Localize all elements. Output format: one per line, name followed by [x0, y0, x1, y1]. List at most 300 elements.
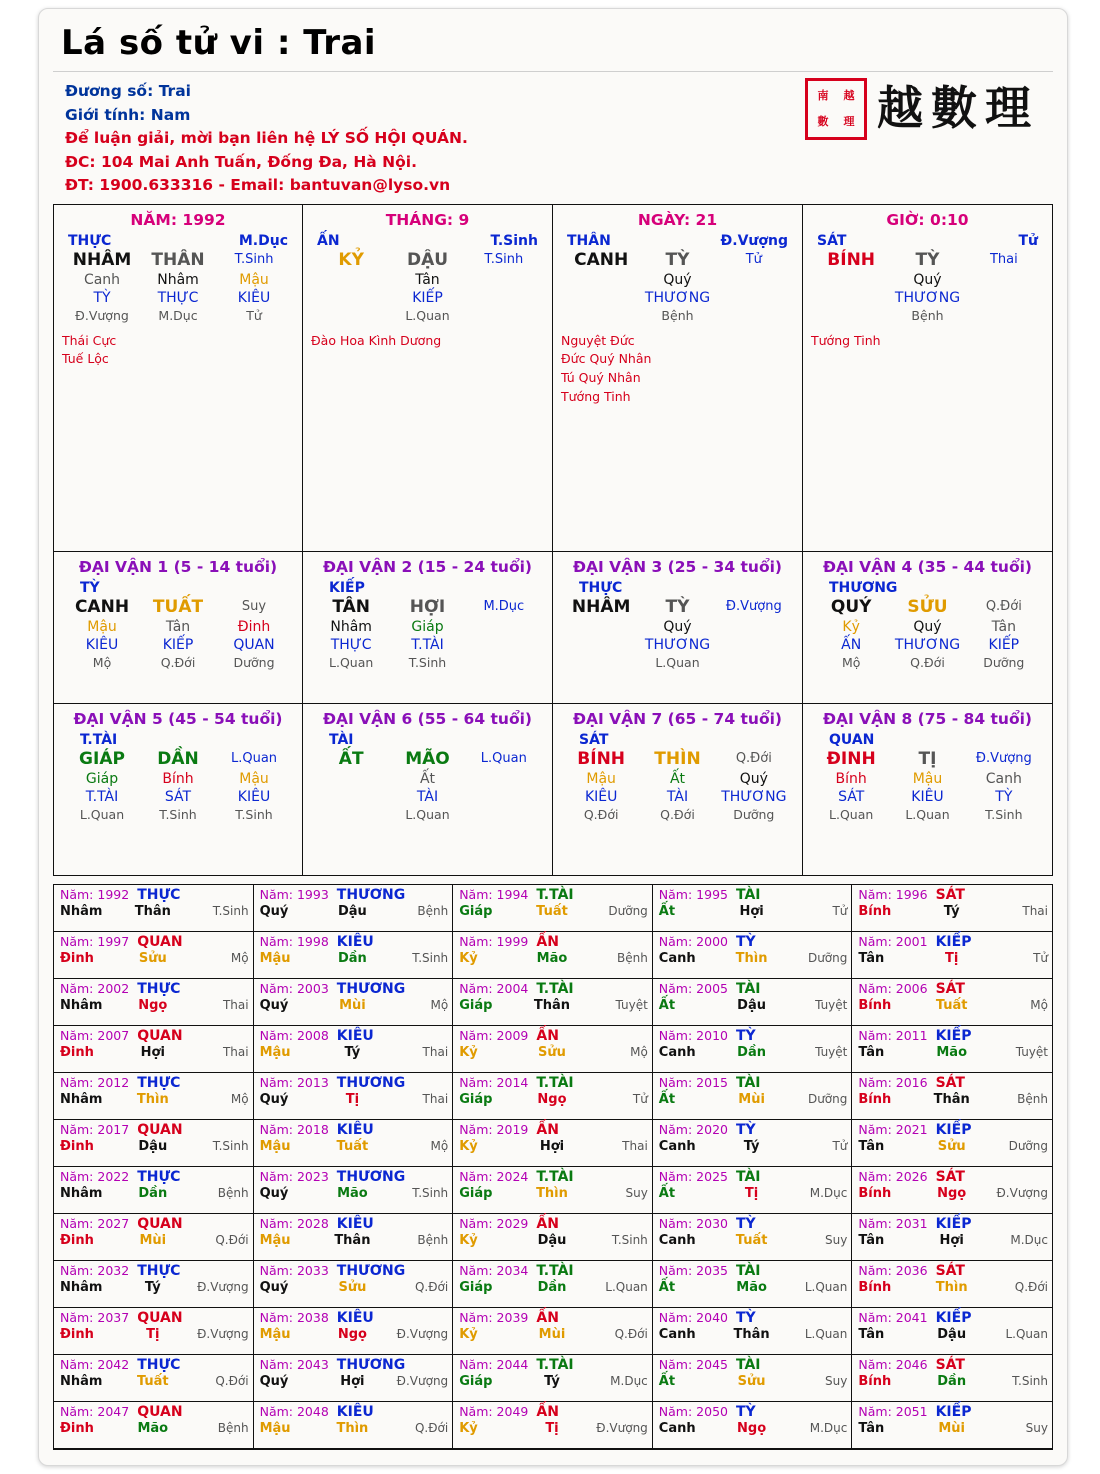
- year-branch: Thân: [933, 1091, 970, 1107]
- tag: Đức Quý Nhân: [561, 351, 652, 367]
- hidden-star: THƯƠNG: [894, 289, 961, 306]
- year-cell[interactable]: [254, 932, 454, 979]
- hidden-star: THƯƠNG: [721, 788, 787, 805]
- year-state: M.Dục: [809, 1420, 848, 1435]
- year-branch: Mùi: [538, 1326, 566, 1342]
- hidden-state: Mộ: [92, 654, 112, 670]
- year-cell[interactable]: [254, 1355, 454, 1402]
- year-branch: Dần: [537, 1279, 567, 1295]
- year-branch: Sửu: [737, 1373, 766, 1389]
- hidden-state: L.Quan: [329, 654, 374, 670]
- year-stem: Tân: [858, 1232, 885, 1248]
- dai-van-title: ĐẠI VẬN 3 (25 - 34 tuổi): [572, 557, 783, 576]
- year-star: SÁT: [935, 1356, 965, 1373]
- year-cell[interactable]: [54, 979, 254, 1026]
- dai-van-top: SÁT: [579, 731, 609, 748]
- pillar-top-left: THÂN: [567, 232, 611, 249]
- hidden-star: [466, 789, 542, 805]
- year-cell[interactable]: [852, 1308, 1052, 1355]
- year-cell[interactable]: [453, 885, 653, 932]
- year-label: Năm: 2006: [858, 980, 928, 996]
- year-state: Thai: [422, 1091, 449, 1106]
- year-branch: Tý: [544, 1373, 560, 1389]
- dai-van-3: [553, 552, 803, 704]
- hidden-state: Dưỡng: [983, 654, 1025, 670]
- hidden-state: Dưỡng: [733, 806, 775, 822]
- year-cell[interactable]: [653, 1167, 853, 1214]
- year-label: Năm: 2030: [658, 1215, 728, 1231]
- year-star: KIẾP: [935, 1027, 972, 1044]
- contact-line-2: ĐC: 104 Mai Anh Tuấn, Đống Đa, Hà Nội.: [65, 152, 417, 171]
- year-star: ẤN: [536, 1215, 559, 1232]
- dai-van-state: Đ.Vượng: [725, 599, 782, 615]
- year-star: QUAN: [137, 1215, 183, 1232]
- pillar-stem: KỶ: [338, 249, 364, 270]
- year-star: THỰC: [137, 980, 181, 997]
- year-cell[interactable]: [852, 1402, 1052, 1449]
- year-cell[interactable]: [54, 1120, 254, 1167]
- year-branch: Hợi: [340, 1373, 365, 1389]
- year-state: Thai: [422, 1044, 449, 1059]
- year-state: Tử: [832, 903, 848, 918]
- year-state: L.Quan: [605, 1279, 648, 1294]
- year-star: THỰC: [137, 886, 181, 903]
- year-label: Năm: 2022: [60, 1168, 130, 1184]
- year-stem: Canh: [658, 1232, 696, 1248]
- year-stem: Bính: [858, 997, 892, 1013]
- year-star: ẤN: [536, 1027, 559, 1044]
- dai-van-6: [303, 704, 553, 876]
- year-star: TÀI: [735, 1356, 761, 1373]
- pillar-top-right: Tử: [1018, 232, 1038, 249]
- year-state: Đ.Vượng: [996, 1185, 1048, 1200]
- year-branch: Thìn: [536, 1185, 568, 1201]
- hidden-state: Tử: [246, 307, 262, 323]
- year-star: THƯƠNG: [336, 1262, 406, 1279]
- year-star: TÀI: [735, 1074, 761, 1091]
- dai-van-top: TỲ: [80, 579, 100, 596]
- year-state: Tử: [632, 1091, 648, 1106]
- year-cell[interactable]: [653, 979, 853, 1026]
- year-state: M.Dục: [1010, 1232, 1048, 1247]
- tag: Nguyệt Đức: [561, 332, 635, 348]
- tag: Tướng Tinh: [561, 388, 631, 404]
- year-cell[interactable]: [653, 932, 853, 979]
- year-stem: Mậu: [259, 1232, 291, 1248]
- year-stem: Mậu: [259, 1326, 291, 1342]
- year-cell[interactable]: [852, 1214, 1052, 1261]
- year-cell[interactable]: [852, 932, 1052, 979]
- year-star: QUAN: [137, 1403, 183, 1420]
- hidden-stem: Canh: [83, 271, 121, 288]
- hidden-stem: Mậu: [912, 770, 943, 787]
- hidden-state: Q.Đới: [583, 806, 619, 822]
- year-star: TÀI: [735, 1262, 761, 1279]
- hidden-stem: [716, 272, 792, 288]
- dai-van-branch: TUẤT: [152, 596, 204, 617]
- hidden-state: L.Quan: [829, 806, 874, 822]
- pillar-title: NGÀY: 21: [637, 210, 718, 229]
- year-cell[interactable]: [54, 885, 254, 932]
- year-cell[interactable]: [453, 1261, 653, 1308]
- year-cell[interactable]: [254, 1167, 454, 1214]
- pillar-top-right: M.Dục: [238, 232, 288, 249]
- pillar-branch: DẬU: [406, 249, 449, 270]
- year-state: Bệnh: [417, 903, 449, 918]
- year-branch: Sửu: [138, 950, 167, 966]
- year-stem: Ất: [658, 1373, 676, 1389]
- year-branch: Tý: [344, 1044, 361, 1060]
- year-branch: Hợi: [140, 1044, 165, 1060]
- year-state: Đ.Vượng: [396, 1326, 449, 1341]
- year-label: Năm: 2000: [658, 933, 728, 949]
- hidden-state: T.Sinh: [159, 806, 197, 822]
- dai-van-branch: SỬU: [907, 596, 948, 617]
- year-stem: Đinh: [60, 1232, 94, 1248]
- dai-van-5: [53, 704, 303, 876]
- year-cell[interactable]: [453, 932, 653, 979]
- pillar-top-right: Đ.Vượng: [720, 232, 788, 249]
- year-star: TỲ: [735, 1309, 756, 1326]
- year-stem: Kỷ: [459, 1420, 478, 1436]
- pillar-branch: TỲ: [665, 249, 690, 270]
- hidden-state: L.Quan: [405, 806, 450, 822]
- dai-van-title: ĐẠI VẬN 2 (15 - 24 tuổi): [322, 557, 533, 576]
- hidden-state: Q.Đới: [910, 654, 945, 670]
- year-cell[interactable]: [653, 1355, 853, 1402]
- pillar-stem: CANH: [574, 249, 629, 270]
- year-branch: Dậu: [337, 903, 367, 919]
- year-cell[interactable]: [653, 1402, 853, 1449]
- year-stem: Kỷ: [459, 950, 478, 966]
- year-cell[interactable]: [453, 1308, 653, 1355]
- year-stem: Nhâm: [60, 1185, 103, 1201]
- dai-van-top: QUAN: [829, 731, 875, 748]
- year-cell[interactable]: [254, 1073, 454, 1120]
- year-state: T.Sinh: [212, 1138, 249, 1153]
- year-stem: Canh: [658, 950, 696, 966]
- pillar-state: Thai: [989, 252, 1018, 268]
- year-branch: Thìn: [935, 1279, 968, 1295]
- year-cell[interactable]: [453, 979, 653, 1026]
- hidden-stem: Bính: [835, 770, 867, 787]
- year-cell[interactable]: [453, 1402, 653, 1449]
- year-label: Năm: 2003: [259, 980, 329, 996]
- year-stem: Bính: [858, 1373, 892, 1389]
- pillar-day: [553, 204, 803, 552]
- dai-van-state: Đ.Vượng: [975, 751, 1032, 767]
- year-state: Đ.Vượng: [596, 1420, 648, 1435]
- year-cell[interactable]: [852, 1073, 1052, 1120]
- year-branch: Sửu: [338, 1279, 367, 1295]
- hidden-star: KIẾP: [412, 289, 443, 306]
- year-state: L.Quan: [804, 1279, 848, 1294]
- year-branch: Ngọ: [337, 1326, 367, 1342]
- year-cell[interactable]: [852, 1026, 1052, 1073]
- year-star: T.TÀI: [536, 980, 574, 997]
- year-star: TÀI: [735, 980, 761, 997]
- hidden-star: [563, 290, 639, 306]
- year-state: Bệnh: [217, 1185, 249, 1200]
- year-state: T.Sinh: [212, 903, 249, 918]
- year-stem: Giáp: [459, 903, 493, 919]
- year-star: KIÊU: [336, 1215, 374, 1232]
- hidden-star: KIẾP: [162, 636, 194, 653]
- dai-van-stem: NHÂM: [571, 596, 631, 617]
- year-star: THƯƠNG: [336, 886, 406, 903]
- year-cell[interactable]: [254, 1402, 454, 1449]
- year-cell[interactable]: [54, 1402, 254, 1449]
- year-label: Năm: 2036: [858, 1262, 928, 1278]
- year-star: T.TÀI: [536, 886, 574, 903]
- year-label: Năm: 2018: [259, 1121, 329, 1137]
- year-state: Đ.Vượng: [197, 1326, 249, 1341]
- hidden-stem: [813, 272, 889, 288]
- dai-van-state: M.Dục: [483, 599, 525, 615]
- year-star: T.TÀI: [536, 1262, 574, 1279]
- year-cell[interactable]: [653, 1308, 853, 1355]
- year-cell[interactable]: [453, 1167, 653, 1214]
- year-state: Mộ: [1030, 997, 1048, 1012]
- year-star: QUAN: [137, 1309, 183, 1326]
- year-cell[interactable]: [653, 1261, 853, 1308]
- pillar-title: NĂM: 1992: [130, 210, 226, 229]
- header-info: [39, 72, 1067, 202]
- year-star: THƯƠNG: [336, 1356, 406, 1373]
- hidden-star: [563, 637, 639, 653]
- year-stem: Kỷ: [459, 1326, 478, 1342]
- year-label: Năm: 2025: [658, 1168, 728, 1184]
- hidden-star: TỲ: [93, 289, 111, 306]
- year-cell[interactable]: [254, 1308, 454, 1355]
- seal-stamp-icon: 南 越 數 理: [805, 78, 867, 140]
- year-cell[interactable]: [653, 1120, 853, 1167]
- year-stem: Bính: [858, 1185, 892, 1201]
- year-star: SÁT: [935, 1168, 965, 1185]
- year-stem: Nhâm: [60, 1373, 103, 1389]
- hidden-star: T.TÀI: [85, 788, 119, 805]
- year-label: Năm: 2045: [658, 1356, 728, 1372]
- year-stem: Kỷ: [459, 1138, 478, 1154]
- year-label: Năm: 1999: [459, 933, 529, 949]
- seal-characters: 越數理: [877, 81, 1039, 135]
- year-cell[interactable]: [54, 1214, 254, 1261]
- year-stem: Tân: [858, 1044, 885, 1060]
- year-stem: Đinh: [60, 1420, 94, 1436]
- hidden-star: THƯƠNG: [644, 636, 711, 653]
- year-star: QUAN: [137, 1027, 183, 1044]
- year-state: T.Sinh: [611, 1232, 648, 1247]
- dai-van-branch: TỲ: [665, 596, 690, 617]
- year-cell[interactable]: [54, 1261, 254, 1308]
- year-cell[interactable]: [254, 885, 454, 932]
- year-state: Q.Đới: [414, 1279, 449, 1294]
- year-branch: Dần: [337, 950, 367, 966]
- year-branch: Ngọ: [138, 997, 168, 1013]
- year-state: Q.Đới: [215, 1232, 249, 1247]
- hidden-state: L.Quan: [79, 806, 125, 822]
- hidden-state: [813, 308, 889, 323]
- year-cell[interactable]: [54, 1073, 254, 1120]
- pillar-top-right: T.Sinh: [490, 232, 538, 249]
- year-label: Năm: 1996: [858, 886, 928, 902]
- year-stem: Ất: [658, 1091, 676, 1107]
- year-cell[interactable]: [653, 885, 853, 932]
- hidden-state: T.Sinh: [235, 806, 273, 822]
- year-stem: Tân: [858, 1326, 885, 1342]
- year-cell[interactable]: [254, 1026, 454, 1073]
- year-cell[interactable]: [653, 1073, 853, 1120]
- dai-van-top: T.TÀI: [80, 731, 118, 748]
- year-branch: Thìn: [136, 1091, 169, 1107]
- year-stem: Giáp: [459, 1279, 493, 1295]
- dai-van-8: [803, 704, 1053, 876]
- gender-label: Giới tính:: [65, 105, 146, 124]
- contact-line-3: ĐT: 1900.633316 - Email: bantuvan@lyso.vn: [65, 176, 451, 195]
- year-label: Năm: 2033: [259, 1262, 329, 1278]
- dai-van-7: [553, 704, 803, 876]
- pillar-stem: NHÂM: [72, 249, 132, 270]
- year-table: [53, 884, 1053, 1450]
- year-star: KIẾP: [935, 1403, 972, 1420]
- year-stem: Đinh: [60, 1138, 94, 1154]
- year-star: SÁT: [935, 1262, 965, 1279]
- four-pillars-row: [53, 204, 1053, 552]
- year-cell[interactable]: [54, 1167, 254, 1214]
- year-branch: Dần: [138, 1185, 168, 1201]
- year-label: Năm: 2050: [658, 1403, 728, 1419]
- hidden-stem: Ất: [669, 770, 686, 787]
- year-cell[interactable]: [852, 1167, 1052, 1214]
- year-branch: Ngọ: [537, 1091, 567, 1107]
- year-stem: Giáp: [459, 1185, 493, 1201]
- year-stem: Canh: [658, 1138, 696, 1154]
- year-cell[interactable]: [254, 979, 454, 1026]
- year-label: Năm: 2039: [459, 1309, 529, 1325]
- year-state: Q.Đới: [414, 1420, 449, 1435]
- tag: Thái Cực: [62, 332, 117, 348]
- year-cell[interactable]: [453, 1026, 653, 1073]
- year-stem: Ất: [658, 1279, 676, 1295]
- dai-van-top: KIẾP: [329, 579, 365, 596]
- year-state: Suy: [625, 1185, 648, 1200]
- hidden-stem: [313, 771, 389, 787]
- hidden-state: Dưỡng: [233, 654, 275, 670]
- hidden-state: [466, 308, 542, 323]
- year-cell[interactable]: [254, 1120, 454, 1167]
- year-stem: Giáp: [459, 1373, 493, 1389]
- year-label: Năm: 1994: [459, 886, 529, 902]
- pillar-month: [303, 204, 553, 552]
- year-state: Đ.Vượng: [197, 1279, 249, 1294]
- year-branch: Tị: [345, 1091, 360, 1107]
- year-branch: Tuất: [735, 1232, 768, 1248]
- year-cell[interactable]: [54, 1026, 254, 1073]
- hidden-state: [716, 655, 792, 670]
- tag: Tuế Lộc: [62, 351, 109, 367]
- year-cell[interactable]: [54, 1355, 254, 1402]
- tag: Đào Hoa Kình Dương: [311, 332, 442, 348]
- year-cell[interactable]: [852, 885, 1052, 932]
- hidden-star: [813, 290, 889, 306]
- year-cell[interactable]: [453, 1073, 653, 1120]
- year-stem: Tân: [858, 1138, 885, 1154]
- pillar-branch: THÂN: [151, 249, 205, 270]
- year-label: Năm: 2026: [858, 1168, 928, 1184]
- year-state: Dưỡng: [807, 950, 848, 965]
- year-branch: Tị: [545, 1420, 559, 1436]
- year-branch: Mão: [736, 1279, 767, 1295]
- dai-van-row-1: [53, 552, 1053, 704]
- year-state: Bệnh: [616, 950, 648, 965]
- year-state: Đ.Vượng: [396, 1373, 449, 1388]
- year-cell[interactable]: [852, 1120, 1052, 1167]
- hidden-star: THỰC: [330, 636, 372, 653]
- year-branch: Thân: [334, 1232, 371, 1248]
- gender-value: Nam: [150, 105, 191, 124]
- year-branch: Mão: [337, 1185, 368, 1201]
- year-label: Năm: 2001: [858, 933, 928, 949]
- year-cell[interactable]: [653, 1026, 853, 1073]
- year-cell[interactable]: [453, 1120, 653, 1167]
- year-label: Năm: 2013: [259, 1074, 329, 1090]
- year-label: Năm: 2020: [658, 1121, 728, 1137]
- pillar-top-left: SÁT: [817, 232, 847, 249]
- dai-van-row-2: [53, 704, 1053, 876]
- year-cell[interactable]: [54, 1308, 254, 1355]
- year-branch: Tý: [743, 1138, 760, 1154]
- year-label: Năm: 2042: [60, 1356, 130, 1372]
- year-cell[interactable]: [453, 1355, 653, 1402]
- year-cell[interactable]: [852, 1261, 1052, 1308]
- dai-van-title: ĐẠI VẬN 5 (45 - 54 tuổi): [73, 709, 283, 728]
- year-star: KIÊU: [336, 1309, 374, 1326]
- year-label: Năm: 2016: [858, 1074, 928, 1090]
- year-state: Tuyệt: [615, 997, 648, 1012]
- year-label: Năm: 1995: [658, 886, 728, 902]
- dai-van-stem: GIÁP: [79, 748, 125, 769]
- year-cell[interactable]: [453, 1214, 653, 1261]
- year-label: Năm: 2035: [658, 1262, 728, 1278]
- year-label: Năm: 2034: [459, 1262, 529, 1278]
- year-star: KIÊU: [336, 1121, 374, 1138]
- year-stem: Giáp: [459, 1091, 493, 1107]
- year-stem: Ất: [658, 997, 676, 1013]
- year-cell[interactable]: [852, 1355, 1052, 1402]
- year-cell[interactable]: [653, 1214, 853, 1261]
- year-cell[interactable]: [54, 932, 254, 979]
- year-star: THỰC: [137, 1074, 181, 1091]
- hidden-state: L.Quan: [405, 307, 450, 323]
- year-stem: Quý: [259, 903, 289, 919]
- tag: Tú Quý Nhân: [561, 370, 641, 386]
- year-star: QUAN: [137, 1121, 183, 1138]
- year-label: Năm: 2005: [658, 980, 728, 996]
- year-label: Năm: 2014: [459, 1074, 529, 1090]
- hidden-stem: [466, 771, 542, 787]
- year-cell[interactable]: [254, 1214, 454, 1261]
- year-star: THỰC: [137, 1168, 181, 1185]
- year-cell[interactable]: [852, 979, 1052, 1026]
- chart-grid: [39, 202, 1067, 876]
- year-stem: Nhâm: [60, 903, 103, 919]
- year-branch: Hợi: [539, 1138, 565, 1154]
- hidden-stem: Mậu: [239, 770, 269, 787]
- year-label: Năm: 2011: [858, 1027, 928, 1043]
- year-stem: Mậu: [259, 1138, 291, 1154]
- pillar-tags: [311, 332, 544, 351]
- year-cell[interactable]: [254, 1261, 454, 1308]
